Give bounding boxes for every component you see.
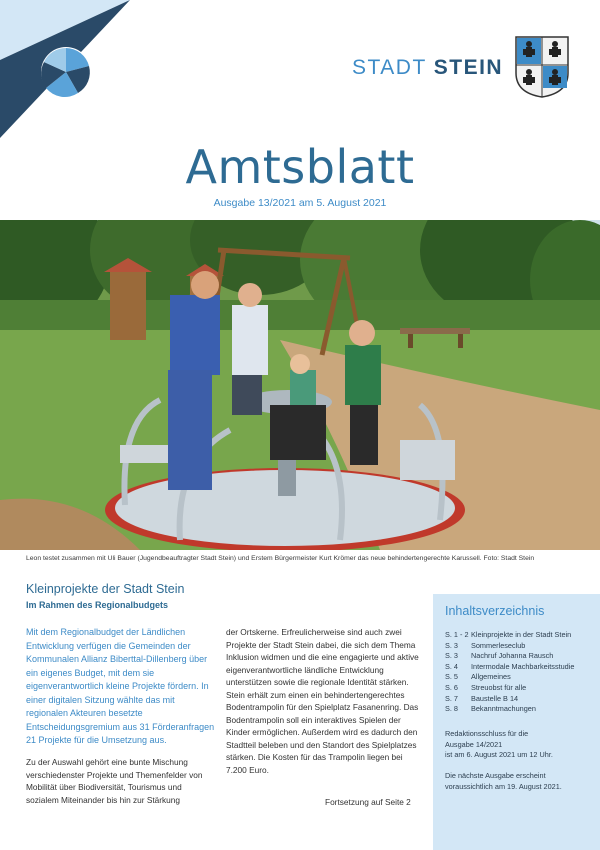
playground-photo — [0, 220, 600, 550]
toc-page: S. 8 — [445, 704, 458, 714]
toc-box — [433, 594, 600, 850]
continued-link[interactable]: Fortsetzung auf Seite 2 — [325, 797, 411, 807]
next-issue-note — [445, 771, 595, 792]
toc-label: Intermodale Machbarkeitsstudie — [471, 661, 575, 671]
toc-label: Bekanntmachungen — [471, 704, 536, 714]
toc-label: Kleinprojekte in der Stadt Stein — [471, 630, 572, 639]
toc-item[interactable] — [445, 683, 595, 694]
next-line-2: voraussichtlich am 19. August 2021. — [445, 781, 562, 791]
toc-title: Inhaltsverzeichnis — [445, 604, 545, 618]
issue-line: Ausgabe 13/2021 am 5. August 2021 — [213, 197, 387, 209]
toc-item[interactable] — [445, 694, 595, 705]
page-title: Amtsblatt — [185, 140, 415, 194]
article-title: Kleinprojekte der Stadt Stein — [26, 582, 185, 596]
brand-bold: STEIN — [433, 56, 504, 79]
toc-item[interactable] — [445, 662, 595, 673]
logo-circle-icon — [41, 47, 91, 97]
toc-page: S. 5 — [445, 672, 458, 682]
article-subtitle: Im Rahmen des Regionalbudgets — [26, 600, 169, 610]
toc-label: Nachruf Johanna Rausch — [471, 651, 554, 661]
toc-page: S. 6 — [445, 682, 458, 692]
toc-page: S. 1 - 2 — [445, 630, 469, 639]
toc-label: Sommerleseclub — [471, 640, 526, 650]
toc-item[interactable] — [445, 630, 595, 641]
photo-caption: Leon testet zusammen mit Uli Bauer (Jugendbeauftragter Stadt Stein) und Erstem Bürgermeister Kurt Krömer das neue behindertengerechte Karussell. Foto: Stadt Stein — [26, 555, 535, 562]
toc-item[interactable] — [445, 704, 595, 715]
next-line-1: Die nächste Ausgabe erscheint — [445, 771, 546, 780]
article-body-1: Zu der Auswahl gehört eine bunte Mischung verschiedenster Projekte und Themenfelder von Mobilität über Biodiversität, Tourismus und sozialem Miteinander bis hin zur Stärkung — [26, 757, 203, 805]
toc-item[interactable] — [445, 651, 595, 662]
crest-icon — [514, 35, 570, 99]
toc-label: Baustelle B 14 — [471, 693, 519, 703]
toc-item[interactable] — [445, 641, 595, 652]
brand-name — [352, 56, 503, 80]
deadline-note — [445, 729, 595, 761]
toc-page: S. 7 — [445, 693, 458, 703]
deadline-line-1: Redaktionsschluss für die — [445, 729, 529, 738]
toc-label: Allgemeines — [471, 672, 511, 682]
toc-page: S. 3 — [445, 651, 458, 661]
toc-list — [445, 630, 595, 715]
brand-light: STADT — [352, 56, 427, 79]
corner-decoration — [0, 0, 160, 150]
deadline-line-2: Ausgabe 14/2021 — [445, 739, 503, 749]
article-lead: Mit dem Regionalbudget der Ländlichen Entwicklung verfügen die Gemeinden der Kommunalen Allianz Biberttal-Dillenberg über ein eigenes Budget, mit dem sie eigenverantwortlich kleine Projekte fördern. In einer digitalen Sitzung wählte das mit regionalen Akteuren besetzte Entscheidungsgremium aus 31 Förderanfragen 21 Projekte für die Umsetzung aus. — [26, 627, 215, 745]
toc-item[interactable] — [445, 672, 595, 683]
toc-page: S. 4 — [445, 661, 458, 671]
article-body-2: der Ortskerne. Erfreulicherweise sind auch zwei Projekte der Stadt Stein dabei, die sich dem Thema Inklusion widmen und die eine engagierte und aktive eigenverantwortliche ländliche Entwicklung unterstützen sowie die regionale Identität stärken. Stein erhält zum einen ein behindertengerechtes Bodentrampolin für den Spielplatz Fasanenring. Das Bodentrampolin soll ein interaktives Spielen der Kinder ermöglichen. Außerdem wird es dadurch den Stadtteil beleben und den Standort des Spielplatzes stärken. Die Kosten für das Trampolin liegen bei 7.200 Euro. — [226, 627, 419, 775]
toc-page: S. 3 — [445, 640, 458, 650]
deadline-line-3: ist am 6. August 2021 um 12 Uhr. — [445, 750, 553, 760]
toc-label: Streuobst für alle — [471, 682, 527, 692]
